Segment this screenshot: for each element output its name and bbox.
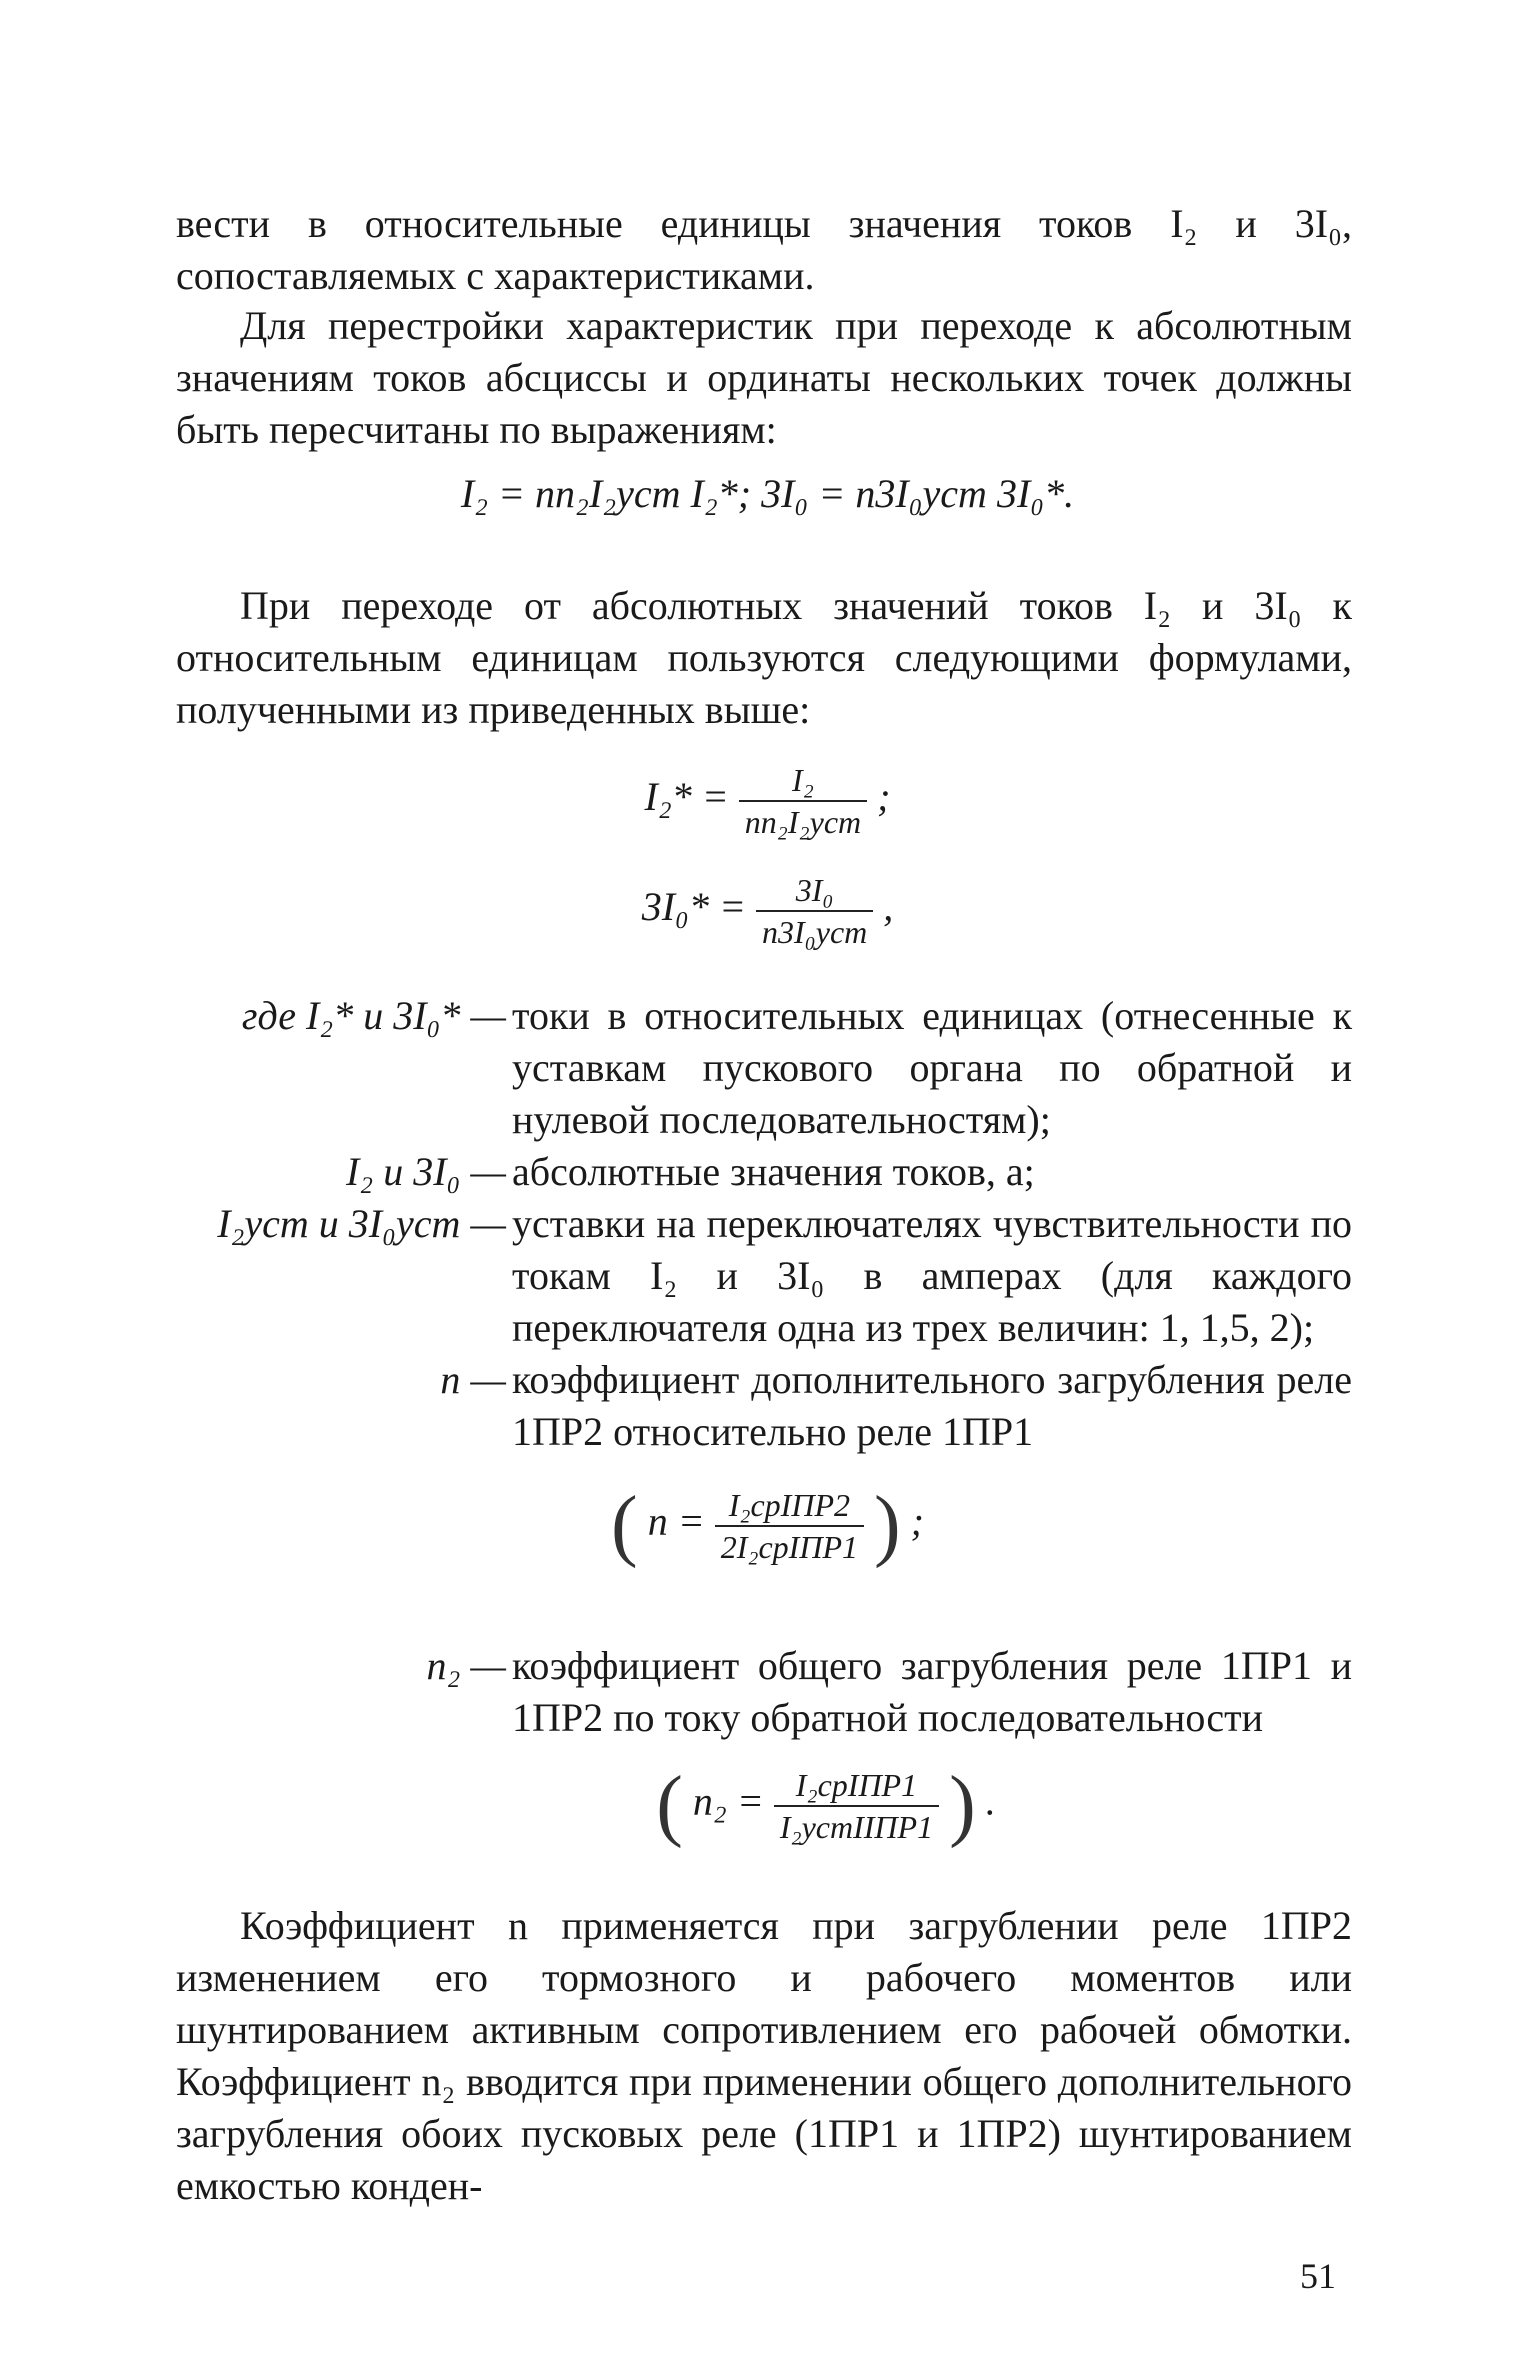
formula-i2-fraction [739, 760, 867, 842]
definition-body: уставки на переключателях чувствительности по токам I₂ и 3I₀ в амперах (для каждого переключателя одна из трех величин: 1, 1,5, 2); [512, 1201, 1352, 1350]
left-paren: ( [656, 1761, 683, 1849]
paragraph-1-text: вести в относительные единицы значения токов I₂ и 3I₀, сопоставляемых с характеристиками. [176, 201, 1352, 298]
definition-term: I₂уст и 3I₀уст — [217, 1201, 506, 1246]
formula-n-fraction [715, 1485, 864, 1567]
formula-conversion-text: I₂ = nn₂I₂уст I₂*; 3I₀ = n3I₀уст 3I₀*. [460, 471, 1075, 516]
formula-n [0, 1480, 1535, 1571]
paragraph-2-text: Для перестройки характеристик при переходе к абсолютным значениям токов абсциссы и ординаты нескольких точек должны быть пересчитаны по выражениям: [176, 303, 1352, 452]
formula-n-lhs: n = [647, 1498, 705, 1544]
formula-i2-numerator: I₂ [739, 760, 867, 802]
definition-row [176, 1354, 1352, 1458]
definition-body: абсолютные значения токов, а; [512, 1149, 1035, 1194]
definition-body: коэффициент дополнительного загрубления реле 1ПР2 относительно реле 1ПР1 [512, 1357, 1352, 1454]
paragraph-2 [176, 300, 1352, 456]
paragraph-4 [176, 1900, 1352, 2212]
formula-n2-end: . [985, 1778, 996, 1824]
right-paren: ) [949, 1761, 976, 1849]
formula-3i0-end: , [883, 884, 894, 930]
definitions-list [176, 990, 1352, 1458]
formula-n-numerator: I₂срIПР2 [715, 1485, 864, 1527]
left-paren: ( [611, 1481, 638, 1569]
paragraph-3 [176, 580, 1352, 736]
formula-n2-lhs: n₂ = [692, 1778, 764, 1824]
definition-row [176, 1198, 1352, 1354]
definition-term: n — [440, 1357, 506, 1402]
formula-n2-denominator: I₂устIIПР1 [779, 1808, 934, 1845]
definition-term: где I₂* и 3I₀* — [241, 993, 506, 1038]
formula-i2-end: ; [877, 774, 891, 820]
definition-row [176, 1640, 1352, 1744]
formula-i2-lhs: I₂* = [644, 774, 729, 820]
paragraph-3-text: При переходе от абсолютных значений токов I₂ и 3I₀ к относительным единицам пользуются следующими формулами, полученными из приведенных выше: [176, 583, 1352, 732]
formula-i2-relative [0, 760, 1535, 842]
paragraph-1 [176, 198, 1352, 302]
formula-3i0-relative [0, 870, 1535, 952]
definition-term: n₂ — [426, 1643, 506, 1688]
definition-row [176, 990, 1352, 1146]
page-number: 51 [1300, 2256, 1336, 2296]
formula-n-denominator: 2I₂срIПР1 [720, 1528, 858, 1565]
formula-n2-fraction [774, 1765, 939, 1847]
formula-3i0-fraction [756, 870, 873, 952]
definition-term: I₂ и 3I₀ — [345, 1149, 506, 1194]
definitions-list-2 [176, 1640, 1352, 1744]
formula-3i0-lhs: 3I₀* = [641, 884, 746, 930]
formula-conversion [0, 470, 1535, 517]
paragraph-4-text: Коэффициент n применяется при загрублении реле 1ПР2 изменением его тормозного и рабочего моментов или шунтированием активным сопротивлением его рабочей обмотки. Коэффициент n₂ вводится при применении общего дополнительного загрубления обоих пусковых реле (1ПР1 и 1ПР2) шунтированием емкостью конден- [176, 1903, 1352, 2208]
formula-i2-denominator: nn₂I₂уст [744, 804, 862, 840]
formula-3i0-denominator: n3I₀уст [761, 914, 868, 950]
definition-body: токи в относительных единицах (отнесенные к уставкам пускового органа по обратной и нулевой последовательностям); [512, 993, 1352, 1142]
formula-n2-numerator: I₂срIПР1 [774, 1765, 939, 1807]
definition-row [176, 1146, 1352, 1198]
definition-body: коэффициент общего загрубления реле 1ПР1 и 1ПР2 по току обратной последовательности [512, 1643, 1352, 1740]
formula-3i0-numerator: 3I₀ [756, 870, 873, 912]
formula-n-end: ; [910, 1498, 924, 1544]
right-paren: ) [873, 1481, 901, 1569]
formula-n2 [300, 1760, 1352, 1851]
